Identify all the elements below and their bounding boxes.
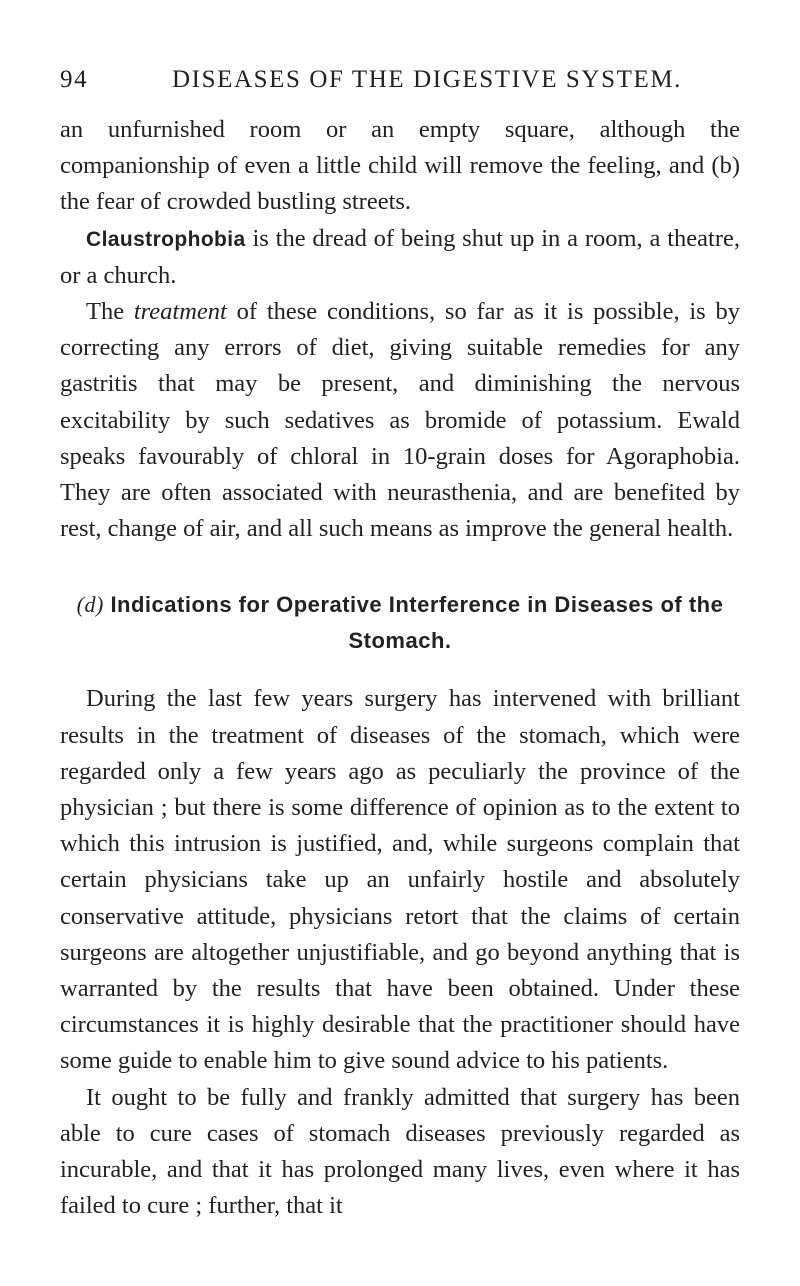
running-head: DISEASES OF THE DIGESTIVE SYSTEM. bbox=[172, 66, 683, 93]
body-text bbox=[60, 112, 740, 1224]
treatment-lead: The bbox=[86, 298, 134, 326]
paragraph-claustrophobia bbox=[60, 221, 740, 294]
paragraph-treatment bbox=[60, 294, 740, 547]
treatment-emphasis: treatment bbox=[133, 298, 227, 326]
treatment-text: of these conditions, so far as it is possible, is by correcting any errors of diet, giving suitable remedies for any gastritis that may be present, and diminishing the nervous excitability by such sedatives as bromide of potassium. Ewald speaks favourably of chloral in 10-grain doses for Agoraphobia. They are often associated with neurasthenia, and are benefited by rest, change of air, and all such means as improve the general health. bbox=[60, 298, 740, 543]
section-title: Indications for Operative Interference in Diseases of the Stomach. bbox=[110, 592, 724, 654]
page-header bbox=[60, 66, 740, 106]
paragraph-surgery: During the last few years surgery has intervened with brilliant results in the treatment of diseases of the stomach, which were regarded only a few years ago as peculiarly the province of the physician ; but there is some difference of opinion as to the extent to which this intrusion is justified, and, while surgeons complain that certain physicians take up an unfairly hostile and absolutely conservative attitude, physicians retort that the claims of certain surgeons are altogether unjustifiable, and go beyond anything that is warranted by the results that have been obtained. Under these circumstances it is highly desirable that the practitioner should have some guide to enable him to give sound advice to his patients. bbox=[60, 685, 740, 1075]
page-number: 94 bbox=[60, 66, 89, 93]
paragraph-admission: It ought to be fully and frankly admitted that surgery has been able to cure cases of stomach diseases previously regarded as incurable, and that it has prolonged many lives, even where it has failed to cure ; further, that it bbox=[60, 1083, 740, 1220]
paragraph-continuation: an unfurnished room or an empty square, although the companionship of even a little child will remove the feeling, and (b) the fear of crowded bustling streets. bbox=[60, 116, 740, 216]
claustrophobia-definition: is the dread of being shut up in a room, a theatre, or a church. bbox=[60, 224, 740, 289]
section-label: (d) bbox=[76, 592, 104, 618]
claustrophobia-term: Claustrophobia bbox=[86, 227, 246, 251]
section-heading bbox=[60, 587, 740, 659]
